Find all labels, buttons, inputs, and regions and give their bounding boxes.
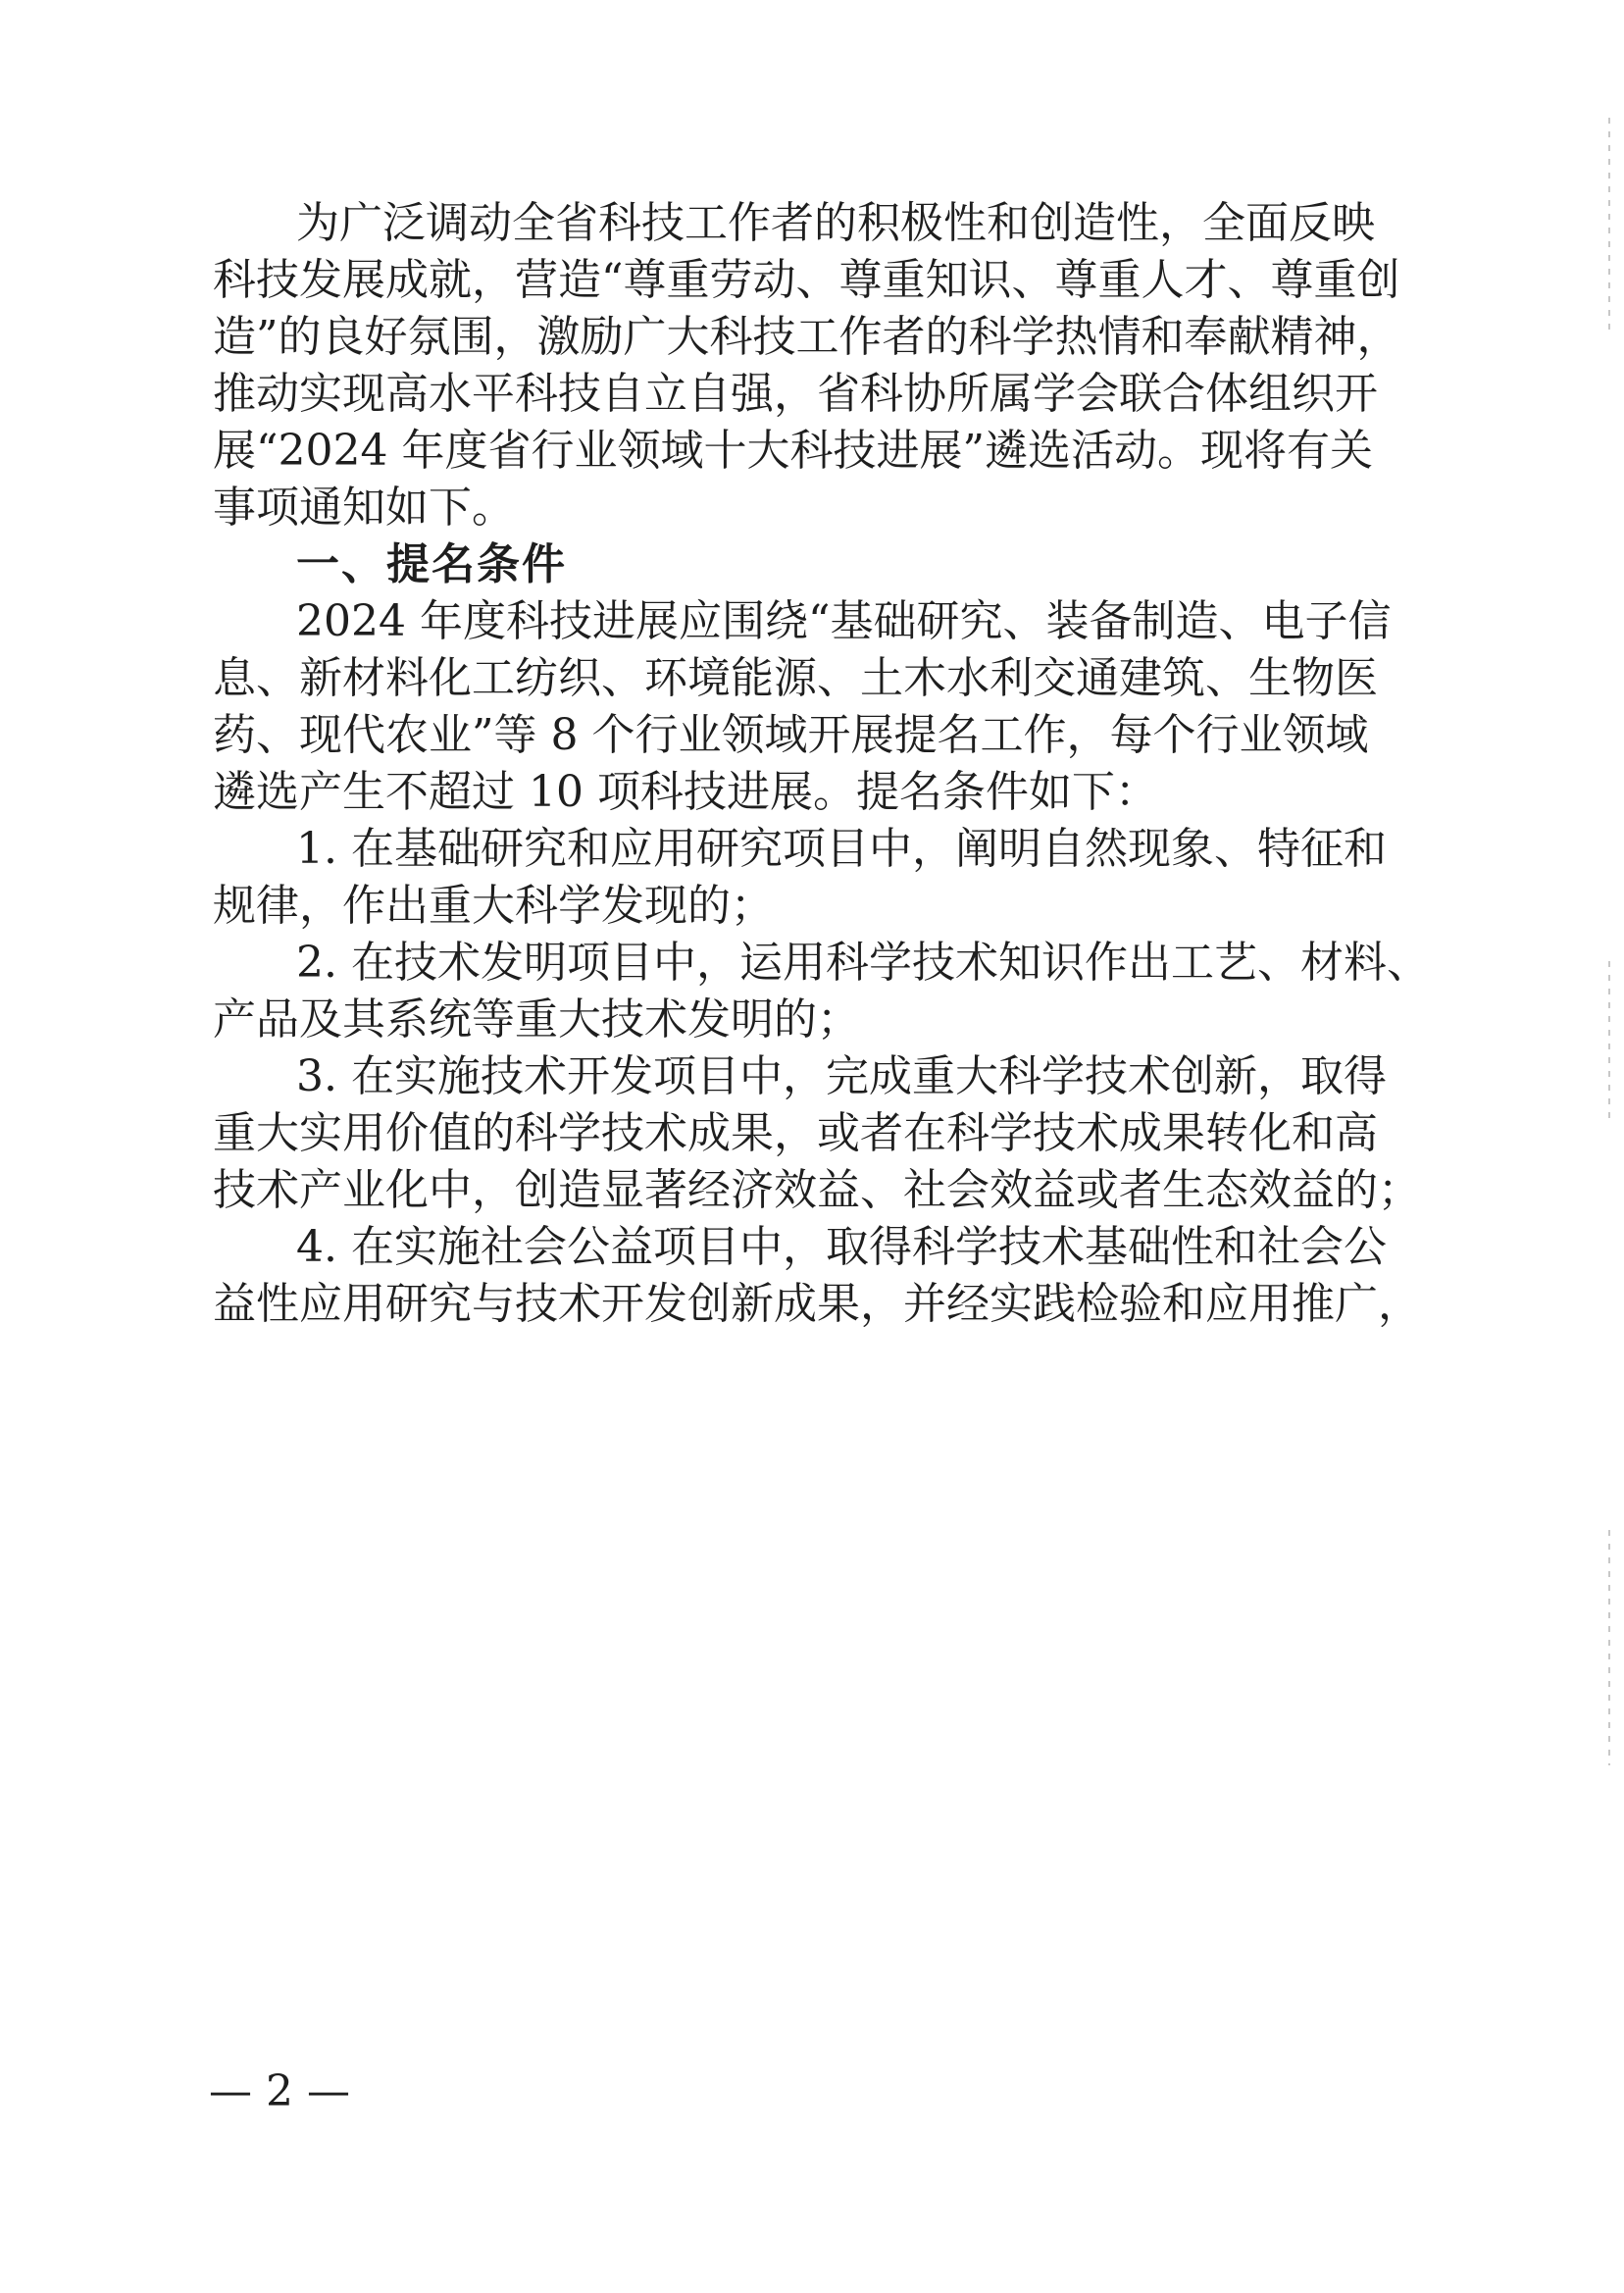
paragraph-intro-line-2: 科技发展成就，营造“尊重劳动、尊重知识、尊重人才、尊重创: [213, 255, 1400, 305]
condition-3-line-2: 重大实用价值的科学技术成果，或者在科学技术成果转化和高: [213, 1108, 1378, 1158]
paragraph-intro-line-6: 事项通知如下。: [213, 483, 515, 533]
page-number: — 2 —: [209, 2066, 350, 2116]
condition-4-line-1: 4. 在实施社会公益项目中，取得科学技术基础性和社会公: [296, 1222, 1387, 1272]
condition-3-line-3: 技术产业化中，创造显著经济效益、社会效益或者生态效益的；: [213, 1165, 1421, 1215]
condition-4-line-2: 益性应用研究与技术开发创新成果，并经实践检验和应用推广，: [213, 1279, 1421, 1329]
paragraph-intro-line-1: 为广泛调动全省科技工作者的积极性和创造性，全面反映: [296, 198, 1375, 248]
paragraph-intro-line-3: 造”的良好氛围，激励广大科技工作者的科学热情和奉献精神，: [213, 312, 1400, 362]
paragraph-intro-line-5: 展“2024 年度省行业领域十大科技进展”遴选活动。现将有关: [213, 426, 1373, 476]
condition-1-line-1: 1. 在基础研究和应用研究项目中，阐明自然现象、特征和: [296, 824, 1387, 874]
condition-2-line-1: 2. 在技术发明项目中，运用科学技术知识作出工艺、材料、: [296, 938, 1430, 988]
scan-edge-mark: [1608, 961, 1610, 1118]
paragraph-scope-line-1: 2024 年度科技进展应围绕“基础研究、装备制造、电子信: [296, 596, 1392, 646]
paragraph-scope-line-2: 息、新材料化工纺织、环境能源、土木水利交通建筑、生物医: [213, 653, 1378, 703]
scan-edge-mark: [1608, 1530, 1610, 1765]
paragraph-intro-line-4: 推动实现高水平科技自立自强，省科协所属学会联合体组织开: [213, 369, 1378, 419]
section-heading: 一、提名条件: [296, 539, 567, 589]
condition-1-line-2: 规律，作出重大科学发现的；: [213, 881, 774, 931]
paragraph-scope-line-3: 药、现代农业”等 8 个行业领域开展提名工作，每个行业领域: [213, 710, 1369, 760]
condition-2-line-2: 产品及其系统等重大技术发明的；: [213, 994, 860, 1045]
scan-edge-mark: [1608, 118, 1610, 333]
condition-3-line-1: 3. 在实施技术开发项目中，完成重大科学技术创新，取得: [296, 1051, 1387, 1101]
paragraph-scope-line-4: 遴选产生不超过 10 项科技进展。提名条件如下：: [213, 767, 1158, 817]
